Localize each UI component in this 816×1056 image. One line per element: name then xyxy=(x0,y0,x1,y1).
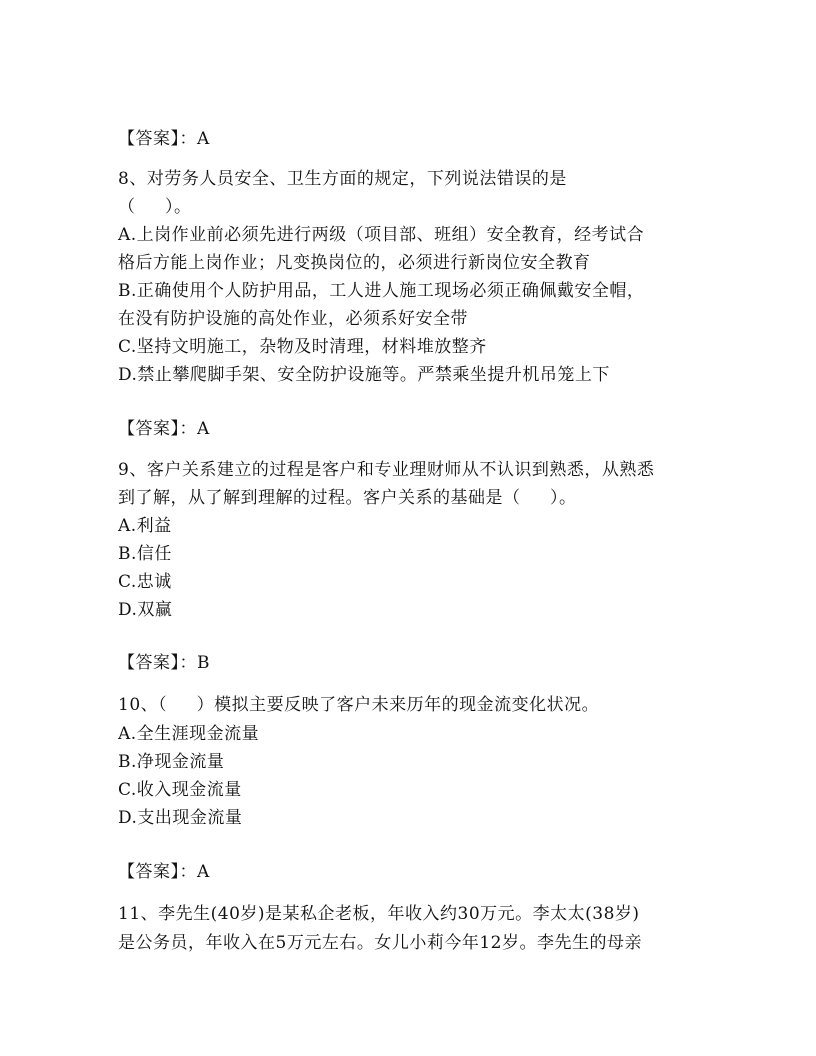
option-d: D.双赢 xyxy=(118,600,173,620)
option-a-line-2: 格后方能上岗作业；凡变换岗位的，必须进行新岗位安全教育 xyxy=(118,253,591,273)
option-a-line-1: A.上岗作业前必须先进行两级（项目部、班组）安全教育，经考试合 xyxy=(118,225,645,245)
option-b: B.净现金流量 xyxy=(118,752,225,772)
option-b-line-2: 在没有防护设施的高处作业，必须系好安全带 xyxy=(118,309,468,329)
answer-line: 【答案】：A xyxy=(118,129,210,149)
answer-line: 【答案】：A xyxy=(118,419,210,439)
question-8-line-1: 8、对劳务人员安全、卫生方面的规定，下列说法错误的是 xyxy=(118,169,567,189)
question-9-line-1: 9、客户关系建立的过程是客户和专业理财师从不认识到熟悉，从熟悉 xyxy=(118,460,655,480)
option-b: B.信任 xyxy=(118,544,172,564)
option-c: C.坚持文明施工，杂物及时清理，材料堆放整齐 xyxy=(118,337,487,357)
answer-line: 【答案】：A xyxy=(118,862,210,882)
question-8-line-2: （ ）。 xyxy=(118,197,192,217)
option-b-line-1: B.正确使用个人防护用品，工人进人施工现场必须正确佩戴安全帽， xyxy=(118,281,645,301)
option-d: D.支出现金流量 xyxy=(118,808,243,828)
question-11-line-2: 是公务员，年收入在5万元左右。女儿小莉今年12岁。李先生的母亲 xyxy=(118,933,642,953)
option-a: A.利益 xyxy=(118,516,172,536)
option-c: C.忠诚 xyxy=(118,572,172,592)
question-11-line-1: 11、李先生(40岁)是某私企老板，年收入约30万元。李太太(38岁) xyxy=(118,904,640,924)
option-a: A.全生涯现金流量 xyxy=(118,724,260,744)
question-9-line-2: 到了解，从了解到理解的过程。客户关系的基础是（ ）。 xyxy=(118,488,577,508)
option-d: D.禁止攀爬脚手架、安全防护设施等。严禁乘坐提升机吊笼上下 xyxy=(118,365,610,385)
answer-line: 【答案】：B xyxy=(118,653,210,673)
option-c: C.收入现金流量 xyxy=(118,780,242,800)
question-10-line-1: 10、（ ）模拟主要反映了客户未来历年的现金流变化状况。 xyxy=(118,695,600,715)
